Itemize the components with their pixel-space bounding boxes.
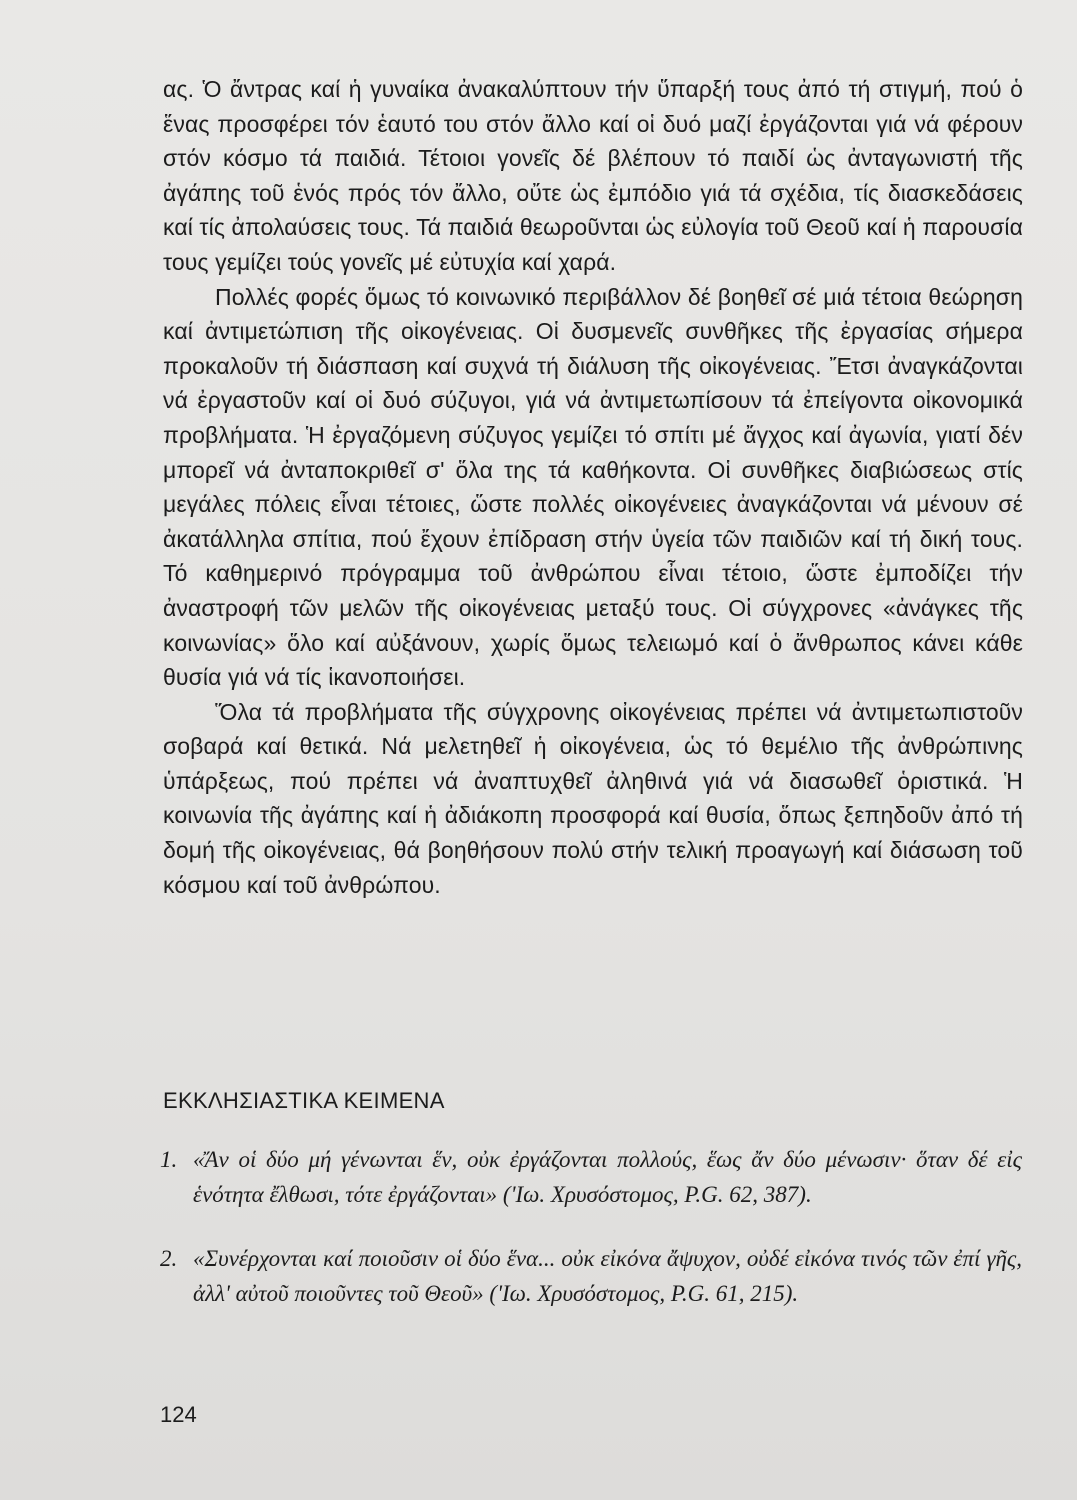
quotes-list bbox=[160, 1142, 1022, 1311]
quote-item bbox=[160, 1241, 1022, 1311]
quote-number: 1. bbox=[160, 1147, 178, 1172]
page-number: 124 bbox=[160, 1402, 197, 1427]
quote-text: «Ἄν οἱ δύο μή γένωνται ἕν, οὐκ ἐργάζονται πολλούς, ἕως ἄν δύο μένωσιν· ὅταν δέ εἰς ἑνότητα ἔλθωσι, τότε ἐργάζονται» ('Ιω. Χρυσόστομος, P.G. 62, 387). bbox=[193, 1147, 1022, 1207]
section-heading: ΕΚΚΛΗΣΙΑΣΤΙΚΑ ΚΕΙΜΕΝΑ bbox=[163, 1088, 445, 1113]
paragraph-social-environment: Πολλές φορές ὅμως τό κοινωνικό περιβάλλον δέ βοηθεῖ σέ μιά τέτοια θεώρηση καί ἀντιμετώπιση τῆς οἰκογένειας. Οἱ δυσμενεῖς συνθῆκες τῆς ἐργασίας σήμερα προκαλοῦν τή διάσπαση καί συχνά τή διάλυση τῆς οἰκογένειας. Ἔτσι ἀναγκάζονται νά ἐργαστοῦν καί οἱ δυό σύζυγοι, γιά νά ἀντιμετωπίσουν τά ἐπείγοντα οἰκονομικά προβλήματα. Ἡ ἐργαζόμενη σύζυγος γεμίζει τό σπίτι μέ ἄγχος καί ἀγωνία, γιατί δέν μπορεῖ νά ἀνταποκριθεῖ σ' ὅλα της τά καθήκοντα. Οἱ συνθῆκες διαβιώσεως στίς μεγάλες πόλεις εἶναι τέτοιες, ὥστε πολλές οἰκογένειες ἀναγκάζονται νά μένουν σέ ἀκατάλληλα σπίτια, πού ἔχουν ἐπίδραση στήν ὑγεία τῶν παιδιῶν καί τή δική τους. Τό καθημερινό πρόγραμμα τοῦ ἀνθρώπου εἶναι τέτοιο, ὥστε ἐμποδίζει τήν ἀναστροφή τῶν μελῶν τῆς οἰκογένειας μεταξύ τους. Οἱ σύγχρονες «ἀνάγκες τῆς κοινωνίας» ὅλο καί αὐξάνουν, χωρίς ὅμως τελειωμό καί ὁ ἄνθρωπος κάνει κάθε θυσία γιά νά τίς ἱκανοποιήσει. bbox=[163, 283, 1023, 691]
paragraph-continuation: ας. Ὁ ἄντρας καί ἡ γυναίκα ἀνακαλύπτουν τήν ὕπαρξή τους ἀπό τή στιγμή, πού ὁ ἕνας προσφέρει τόν ἑαυτό του στόν ἄλλο καί οἱ δυό μαζί ἐργάζονται γιά νά φέρουν στόν κόσμο τά παιδιά. Τέτοιοι γονεῖς δέ βλέπουν τό παιδί ὡς ἀνταγωνιστή τῆς ἀγάπης τοῦ ἑνός πρός τόν ἄλλο, οὔτε ὡς ἐμπόδιο γιά τά σχέδια, τίς διασκεδάσεις καί τίς ἀπολαύσεις τους. Τά παιδιά θεωροῦνται ὡς εὐλογία τοῦ Θεοῦ καί ἡ παρουσία τους γεμίζει τούς γονεῖς μέ εὐτυχία καί χαρά. bbox=[163, 76, 1023, 275]
quote-text: «Συνέρχονται καί ποιοῦσιν οἱ δύο ἕνα... οὐκ εἰκόνα ἄψυχον, οὐδέ εἰκόνα τινός τῶν ἐπί γῆς, ἀλλ' αὐτοῦ ποιοῦντες τοῦ Θεοῦ» ('Ιω. Χρυσόστομος, P.G. 61, 215). bbox=[193, 1246, 1022, 1306]
quote-number: 2. bbox=[160, 1246, 178, 1271]
quote-item bbox=[160, 1142, 1022, 1212]
body-text bbox=[163, 72, 1023, 902]
paragraph-conclusion: Ὅλα τά προβλήματα τῆς σύγχρονης οἰκογένειας πρέπει νά ἀντιμετωπιστοῦν σοβαρά καί θετικά. Νά μελετηθεῖ ἡ οἰκογένεια, ὡς τό θεμέλιο τῆς ἀνθρώπινης ὑπάρξεως, πού πρέπει νά ἀναπτυχθεῖ ἀληθινά γιά νά διασωθεῖ ὁριστικά. Ἡ κοινωνία τῆς ἀγάπης καί ἡ ἀδιάκοπη προσφορά καί θυσία, ὅπως ξεπηδοῦν ἀπό τή δομή τῆς οἰκογένειας, θά βοηθήσουν πολύ στήν τελική προαγωγή καί διάσωση τοῦ κόσμου καί τοῦ ἀνθρώπου. bbox=[163, 698, 1023, 898]
